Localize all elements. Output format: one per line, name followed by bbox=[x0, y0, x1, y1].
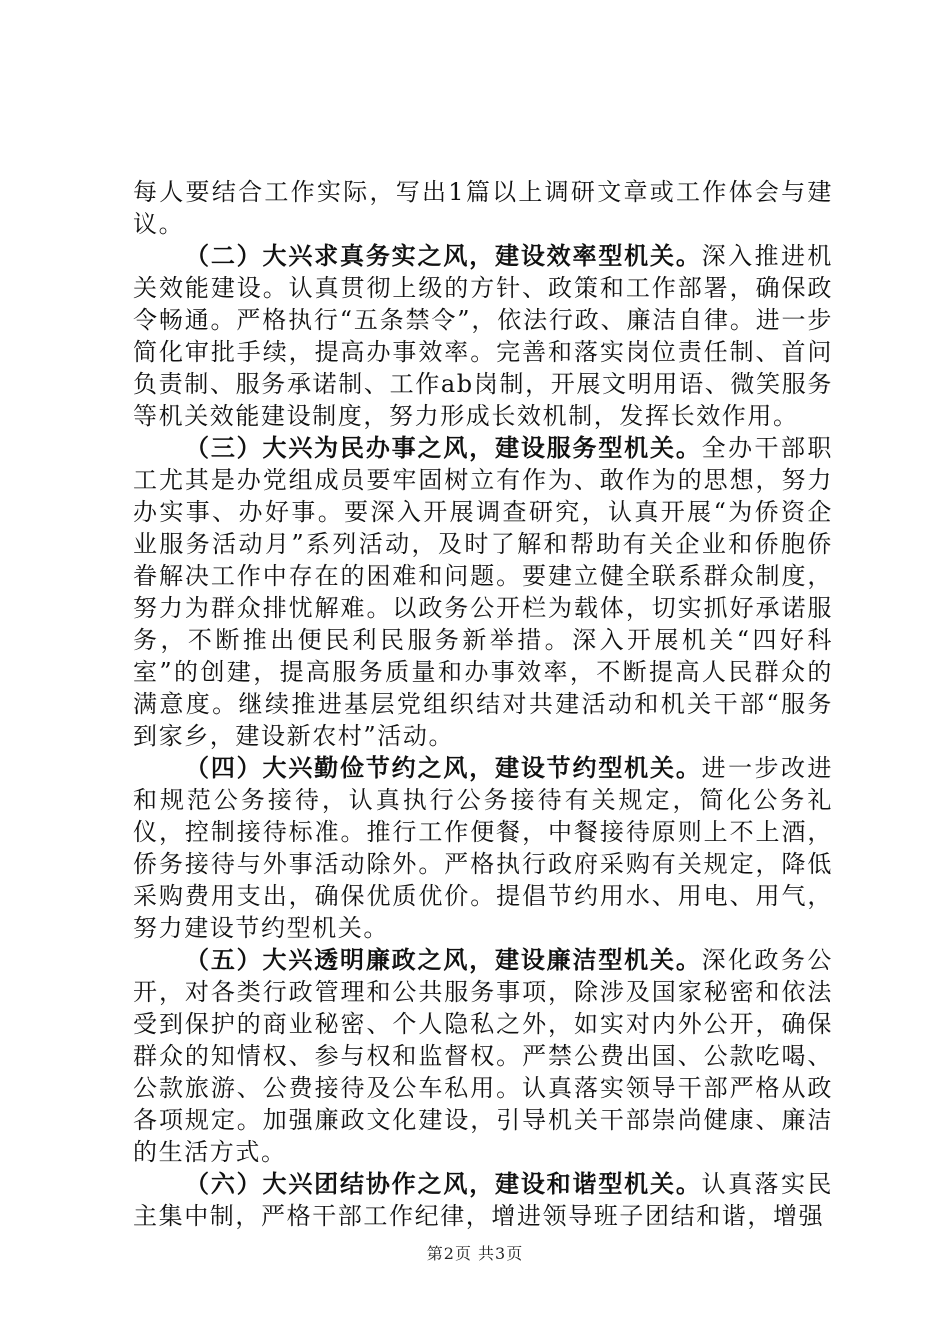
page-number-label: 第2页 共3页 bbox=[426, 1244, 524, 1263]
paragraph-6-text: 认真落实民主集中制，严格干部工作纪律，增进领导班子团结和谐，增强 bbox=[133, 1170, 834, 1230]
paragraph-3 bbox=[133, 432, 833, 752]
paragraph-4 bbox=[133, 752, 833, 944]
paragraph-6-heading: （六）大兴团结协作之风，建设和谐型机关。 bbox=[185, 1170, 702, 1198]
paragraph-3-heading: （三）大兴为民办事之风，建设服务型机关。 bbox=[185, 434, 702, 462]
paragraph-3-text: 全办干部职工尤其是办党组成员要牢固树立有作为、敢作为的思想，努力办实事、办好事。要深入开展调查研究，认真开展“为侨资企业服务活动月”系列活动，及时了解和帮助有关企业和侨胞侨眷解决工作中存在的困难和问题。要建立健全联系群众制度，努力为群众排忧解难。以政务公开栏为载体，切实抓好承诺服务，不断推出便民利民服务新举措。深入开展机关“四好科室”的创建，提高服务质量和办事效率，不断提高人民群众的满意度。继续推进基层党组织结对共建活动和机关干部“服务到家乡，建设新农村”活动。 bbox=[133, 434, 834, 750]
paragraph-5-heading: （五）大兴透明廉政之风，建设廉洁型机关。 bbox=[185, 946, 702, 974]
paragraph-1-text: 每人要结合工作实际，写出1篇以上调研文章或工作体会与建议。 bbox=[133, 178, 833, 238]
paragraph-5 bbox=[133, 944, 833, 1168]
paragraph-5-text: 深化政务公开，对各类行政管理和公共服务事项，除涉及国家秘密和依法受到保护的商业秘密、个人隐私之外，如实对内外公开，确保群众的知情权、参与权和监督权。严禁公费出国、公款吃喝、公款旅游、公费接待及公车私用。认真落实领导干部严格从政各项规定。加强廉政文化建设，引导机关干部崇尚健康、廉洁的生活方式。 bbox=[133, 946, 834, 1166]
paragraph-1 bbox=[133, 176, 833, 240]
paragraph-2 bbox=[133, 240, 833, 432]
document-body bbox=[133, 176, 833, 1232]
paragraph-4-heading: （四）大兴勤俭节约之风，建设节约型机关。 bbox=[185, 754, 702, 782]
page-footer bbox=[0, 1241, 950, 1264]
paragraph-2-heading: （二）大兴求真务实之风，建设效率型机关。 bbox=[185, 242, 702, 270]
paragraph-6 bbox=[133, 1168, 833, 1232]
paragraph-4-text: 进一步改进和规范公务接待，认真执行公务接待有关规定，简化公务礼仪，控制接待标准。推行工作便餐，中餐接待原则上不上酒，侨务接待与外事活动除外。严格执行政府采购有关规定，降低采购费用支出，确保优质优价。提倡节约用水、用电、用气，努力建设节约型机关。 bbox=[133, 754, 834, 942]
paragraph-2-text: 深入推进机关效能建设。认真贯彻上级的方针、政策和工作部署，确保政令畅通。严格执行“五条禁令”，依法行政、廉洁自律。进一步简化审批手续，提高办事效率。完善和落实岗位责任制、首问负责制、服务承诺制、工作ab岗制，开展文明用语、微笑服务等机关效能建设制度，努力形成长效机制，发挥长效作用。 bbox=[133, 242, 834, 430]
